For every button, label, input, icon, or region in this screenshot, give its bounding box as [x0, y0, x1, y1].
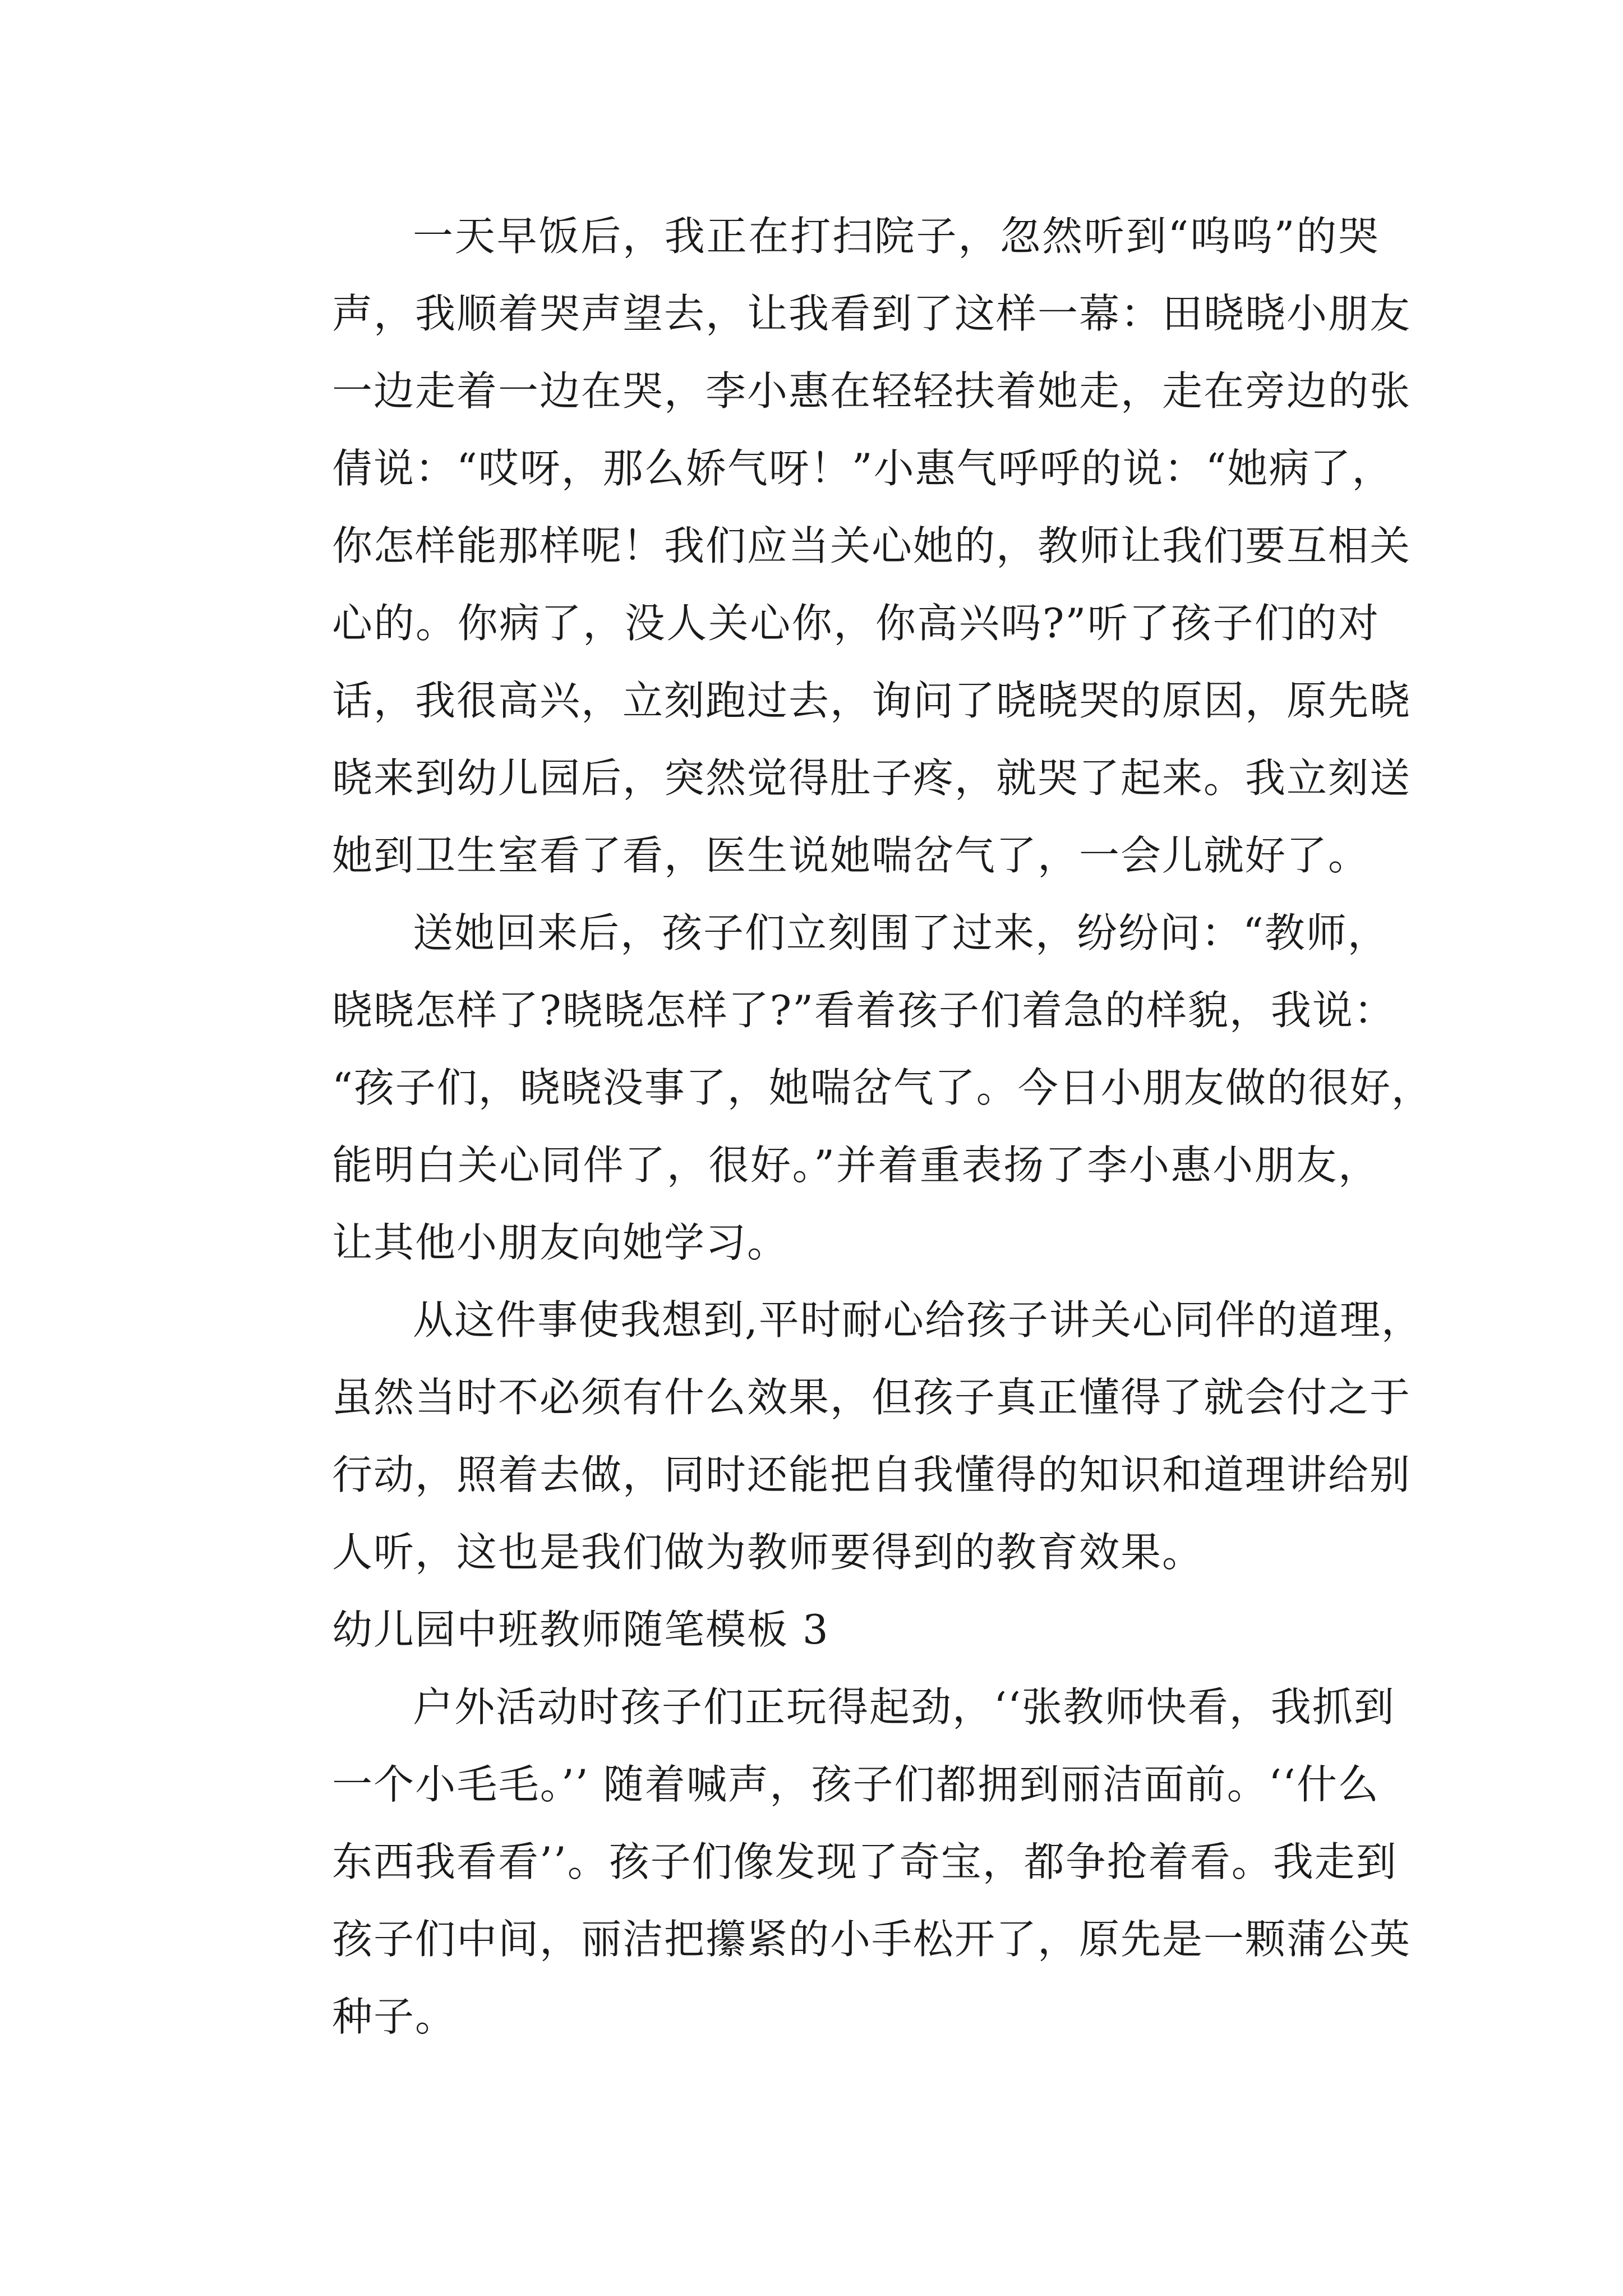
text-line: 一天早饭后，我正在打扫院子，忽然听到“呜呜”的哭 [413, 213, 1380, 260]
text-line: 晓来到幼儿园后，突然觉得肚子疼，就哭了起来。我立刻送 [332, 754, 1412, 802]
section-heading: 幼儿园中班教师随笔模板 3 [332, 1606, 829, 1653]
text-line: 人听，这也是我们做为教师要得到的教育效果。 [332, 1529, 1204, 1576]
text-line: 你怎样能那样呢！我们应当关心她的，教师让我们要互相关 [332, 522, 1412, 569]
text-line: 种子。 [332, 1993, 457, 2040]
text-line: 从这件事使我想到,平时耐心给孩子讲关心同伴的道理， [413, 1296, 1423, 1343]
text-line: 让其他小朋友向她学习。 [332, 1219, 789, 1266]
paragraph-1 [251, 197, 1412, 894]
paragraph-4 [251, 1668, 1412, 2055]
text-line: 行动，照着去做，同时还能把自我懂得的知识和道理讲给别 [332, 1451, 1412, 1498]
text-line: 话，我很高兴，立刻跑过去，询问了晓晓哭的原因，原先晓 [332, 677, 1412, 724]
text-line: 孩子们中间，丽洁把攥紧的小手松开了，原先是一颗蒲公英 [332, 1916, 1412, 1963]
paragraph-2 [251, 894, 1433, 1281]
text-line: 虽然当时不必须有什么效果，但孩子真正懂得了就会付之于 [332, 1374, 1412, 1421]
text-line: 户外活动时孩子们正玩得起劲，‘‘张教师快看，我抓到 [413, 1683, 1395, 1731]
text-line: 倩说：“哎呀，那么娇气呀！”小惠气呼呼的说：“她病了， [332, 445, 1394, 492]
text-line: 她到卫生室看了看，医生说她喘岔气了，一会儿就好了。 [332, 832, 1370, 879]
text-line: “孩子们，晓晓没事了，她喘岔气了。今日小朋友做的很好， [332, 1064, 1433, 1111]
text-line: 心的。你病了，没人关心你，你高兴吗?”听了孩子们的对 [332, 600, 1380, 647]
text-line: 能明白关心同伴了，很好。”并着重表扬了李小惠小朋友， [332, 1142, 1380, 1189]
text-line: 东西我看看’’。孩子们像发现了奇宝，都争抢着看。我走到 [332, 1838, 1398, 1885]
text-line: 声，我顺着哭声望去，让我看到了这样一幕：田晓晓小朋友 [332, 290, 1412, 337]
text-line: 送她回来后，孩子们立刻围了过来，纷纷问：“教师， [413, 909, 1389, 956]
text-line: 一个小毛毛。’’ 随着喊声，孩子们都拥到丽洁面前。‘‘什么 [332, 1761, 1380, 1808]
text-line: 晓晓怎样了?晓晓怎样了?”看着孩子们着急的样貌，我说： [332, 987, 1396, 1034]
paragraph-3 [251, 1281, 1423, 1591]
text-line: 一边走着一边在哭，李小惠在轻轻扶着她走，走在旁边的张 [332, 367, 1412, 415]
